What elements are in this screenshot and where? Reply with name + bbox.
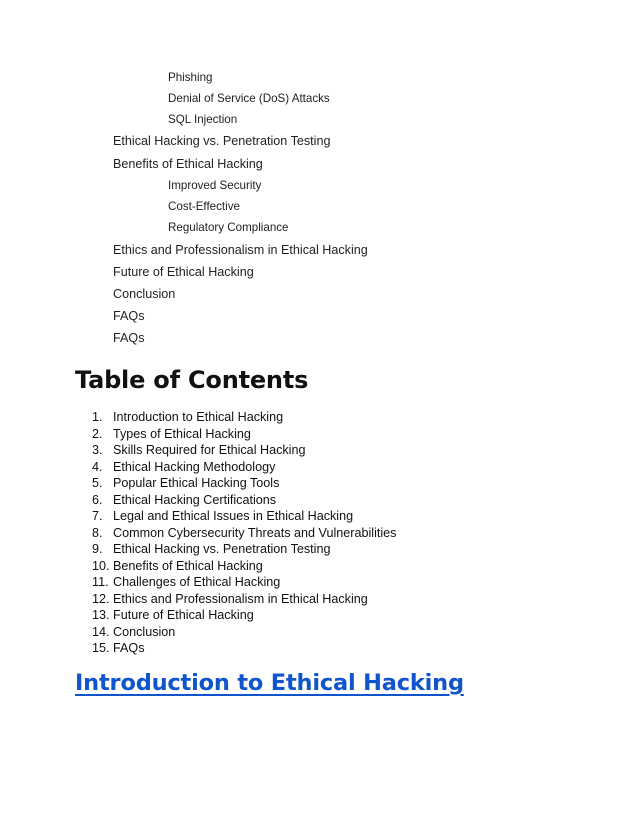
toc-item-number: 5. bbox=[92, 476, 103, 490]
toc-item-number: 15. bbox=[92, 641, 110, 655]
toc-item-label: Future of Ethical Hacking bbox=[113, 608, 254, 622]
outline-item[interactable]: Regulatory Compliance bbox=[168, 221, 289, 234]
outline-item[interactable]: Benefits of Ethical Hacking bbox=[113, 157, 263, 171]
outline-item[interactable]: Phishing bbox=[168, 71, 213, 84]
toc-item-label: Ethics and Professionalism in Ethical Hacking bbox=[113, 591, 368, 606]
toc-item[interactable] bbox=[0, 493, 638, 510]
toc-item-label: Common Cybersecurity Threats and Vulnerabilities bbox=[113, 525, 397, 540]
toc-item-label: Popular Ethical Hacking Tools bbox=[113, 476, 280, 490]
toc-item-number: 10. bbox=[92, 558, 110, 573]
toc-heading: Table of Contents bbox=[75, 366, 309, 394]
outline-item[interactable]: FAQs bbox=[113, 309, 145, 323]
outline-item[interactable]: Conclusion bbox=[113, 287, 176, 301]
toc-item[interactable] bbox=[0, 608, 638, 625]
toc-item[interactable] bbox=[0, 509, 638, 526]
toc-item-label: Ethical Hacking Methodology bbox=[113, 459, 276, 474]
toc-item-number: 6. bbox=[92, 492, 103, 507]
toc-item-number: 3. bbox=[92, 443, 103, 457]
toc-item-number: 13. bbox=[92, 608, 110, 622]
toc-item-label: FAQs bbox=[113, 641, 145, 655]
toc-item-label: Challenges of Ethical Hacking bbox=[113, 575, 281, 589]
outline-item[interactable]: Ethical Hacking vs. Penetration Testing bbox=[113, 134, 331, 148]
toc-item[interactable] bbox=[0, 542, 638, 559]
toc-item[interactable] bbox=[0, 410, 638, 427]
toc-item[interactable] bbox=[0, 443, 638, 460]
toc-item-label: Skills Required for Ethical Hacking bbox=[113, 443, 306, 457]
toc-item-label: Types of Ethical Hacking bbox=[113, 426, 251, 441]
toc-item-number: 4. bbox=[92, 459, 103, 474]
toc-item[interactable] bbox=[0, 559, 638, 576]
toc-item-label: Legal and Ethical Issues in Ethical Hacking bbox=[113, 509, 354, 523]
toc-item-label: Benefits of Ethical Hacking bbox=[113, 558, 263, 573]
toc-item[interactable] bbox=[0, 592, 638, 609]
toc-item[interactable] bbox=[0, 460, 638, 477]
toc-item[interactable] bbox=[0, 526, 638, 543]
outline-item[interactable]: SQL Injection bbox=[168, 113, 238, 126]
toc-item[interactable] bbox=[0, 625, 638, 642]
outline-item[interactable]: Future of Ethical Hacking bbox=[113, 265, 254, 279]
toc-item[interactable] bbox=[0, 641, 638, 658]
toc-item-number: 14. bbox=[92, 624, 110, 639]
toc-item[interactable] bbox=[0, 476, 638, 493]
outline-item[interactable]: Improved Security bbox=[168, 179, 262, 192]
outline-item[interactable]: Cost-Effective bbox=[168, 200, 240, 213]
toc-item-number: 9. bbox=[92, 542, 103, 556]
outline-item[interactable]: Denial of Service (DoS) Attacks bbox=[168, 92, 330, 105]
toc-item-label: Ethical Hacking vs. Penetration Testing bbox=[113, 542, 331, 556]
outline-item[interactable]: FAQs bbox=[113, 331, 145, 345]
toc-item-label: Introduction to Ethical Hacking bbox=[113, 410, 284, 424]
toc-item-number: 7. bbox=[92, 509, 103, 523]
toc-item-label: Ethical Hacking Certifications bbox=[113, 492, 277, 507]
toc-item-number: 8. bbox=[92, 525, 103, 540]
toc-item[interactable] bbox=[0, 575, 638, 592]
section-heading-link[interactable]: Introduction to Ethical Hacking bbox=[75, 670, 464, 696]
toc-item[interactable] bbox=[0, 427, 638, 444]
toc-item-number: 11. bbox=[92, 575, 109, 589]
toc-item-number: 1. bbox=[92, 410, 103, 424]
toc-item-number: 2. bbox=[92, 426, 103, 441]
outline-item[interactable]: Ethics and Professionalism in Ethical Hacking bbox=[113, 243, 368, 257]
toc-item-number: 12. bbox=[92, 591, 110, 606]
toc-item-label: Conclusion bbox=[113, 624, 176, 639]
